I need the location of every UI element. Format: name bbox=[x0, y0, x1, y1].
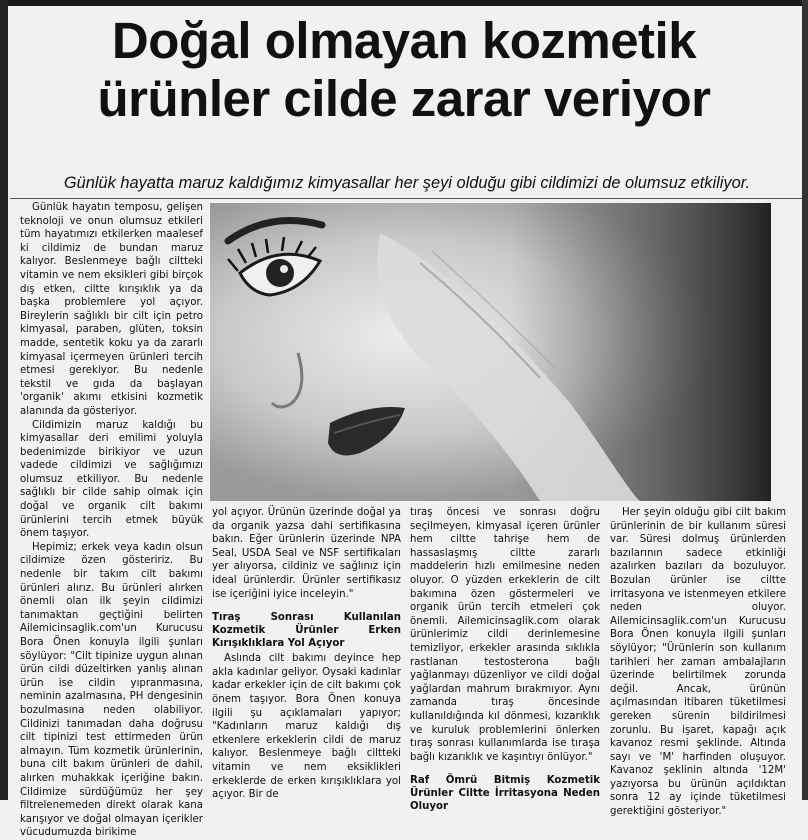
woman-face-photo bbox=[210, 203, 771, 501]
page-left-border bbox=[0, 0, 8, 800]
column-1-paragraph-3: Hepimiz; erkek veya kadın olsun cildimize özen gösteririz. Bu nedenle bir takım cilt bakımı ürünleri alırız. Bu ürünleri alırken önemli olan ilk şeyin cildimizi tanımaktan geçtiğini belirten Ailemicinsaglik.com'un Kurucusu Bora Önen konuyla ilgili şunları söylüyor: "Cilt tipinize uygun alınan ürün cildi düzeltirken yanlış alınan ürün ise cildin yıpranmasına, neminin azalmasına, PH dengesinin bozulmasına neden olabiliyor. Cildinizi tanımadan daha doğrusu cilt tipinizi test ettirmeden ürün almayın. Tüm kozmetik ürünlerinin, buna cilt bakım ürünleri de dahil, alırken muhakkak içeriğine bakın. Cildimize sürdüğümüz her şey filtrelenemeden direkt olarak kana karışıyor ve doğal olmayan içerikler vücudumuzda birikime bbox=[20, 541, 203, 839]
article-photo bbox=[210, 203, 771, 501]
headline-line-2: ürünler cilde zarar veriyor bbox=[97, 70, 711, 127]
column-1-paragraph-1: Günlük hayatın temposu, gelişen teknoloji ve onun olumsuz etkileri tüm hayatımızı etkilerken maalesef ki cildimiz de bundan maruz kalıyor. Beslenmeye bağlı ciltteki vitamin ve nem eksikleri gibi birçok dış etken, ciltte kırışıklık ya da başka problemlere yol açıyor. Bireylerin sağlıklı bir cilt için petro kimyasal, paraben, glüten, toksin madde, sentetik koku ya da zararlı kimyasal içermeyen ürünleri tercih etmesi gerekiyor. Bu nedenle tekstil ve gıda da başlayan 'organik' akımı etkisini kozmetik alanında da gösteriyor. bbox=[20, 202, 203, 417]
column-2-body: Aslında cilt bakımı deyince hep akla kadınlar geliyor. Oysaki kadınlar kadar erkekler için de cilt bakımı çok önem taşıyor. Bora Önen konuya ilgili şu açıklamaları yapıyor; "Kadınların maruz kaldığı dış etkenlere erkeklerin cildi de maruz kalıyor. Beslenmeye bağlı ciltteki vitamin ve nem eksiklikleri erkeklerde de erken kırışıklıklara yol açıyor. Bir de bbox=[212, 653, 401, 801]
divider bbox=[10, 198, 802, 199]
page-right-border bbox=[802, 0, 808, 800]
headline-line-1: Doğal olmayan kozmetik bbox=[111, 12, 697, 69]
column-1 bbox=[20, 201, 203, 840]
column-4 bbox=[610, 506, 786, 819]
column-4-body: Her şeyin olduğu gibi cilt bakım ürünlerinin de bir kullanım süresi var. Süresi dolmuş ürünlerden bazılarının sadece etkinliği azalırken bazıları da bozuluyor. Bozulan ürünler ise ciltte irritasyona ve istenmeyen etkilere neden oluyor. Ailemicinsaglik.com'un Kurucusu Bora Önen konuyla ilgili şunları söylüyor; "Ürünlerin son kullanım tarihleri her zaman ambalajların üzerinde belirtilmek zorunda değil. Ancak, ürünün açılmasından itibaren tüketilmesi gereken sürenin bildirilmesi zorunlu. Bu işaret, kapağı açık kavanoz resmi şeklinde. Altında sayı ve 'M' harfinden oluşuyor. Kavanoz şeklinin altında '12M' yazıyorsa bu ürünün açıldıktan sonra 12 ay içinde tüketilmesi gerektiğini gösteriyor." bbox=[610, 507, 786, 818]
subheading-expiry: Raf Ömrü Bitmiş Kozmetik Ürünler Ciltte İrritasyona Neden Oluyor bbox=[410, 775, 600, 813]
column-3-body: tıraş öncesi ve sonrası doğru seçilmeyen, kimyasal içeren ürünler hem ciltte tahrişe hem de hassaslaşmış ciltte zararlı maddelerin hızlı emilmesine neden oluyor. O yüzden erkeklerin de cilt bakımına özen göstermeleri ve organik ürün tercih etmeleri çok önemli. Ailemicinsaglik.com olarak ürünlerimiz cildi derinlemesine temizliyor, erkekler arasında sıklıkla rastlanan testosterona bağlı yağlanmayı düzenliyor ve cildi doğal yağlardan mahrum bırakmıyor. Aynı zamanda tıraş öncesinde kullanıldığında kıl dönmesi, kızarıklık ve kuruluk problemlerini önlerken tıraş sonrası kullanımlarda ise tıraşa bağlı kızarıklık ve kaşıntıyı önlüyor." bbox=[410, 507, 600, 763]
headline bbox=[14, 12, 794, 128]
subheadline: Günlük hayatta maruz kaldığımız kimyasallar her şeyi olduğu gibi cildimizi de olumsuz etkiliyor. bbox=[63, 174, 751, 192]
column-1-paragraph-2: Cildimizin maruz kaldığı bu kimyasallar deri emilimi yoluyla bedenimizde birikiyor ve uzun vadede cildimizi ve sağlığımızı olumsuz etkiliyor. Bu nedenle sağlıklı bir cilde sahip olmak için doğal ve organik cilt bakımı ürünlerini tercih etmek büyük önem taşıyor. bbox=[20, 419, 203, 540]
subheading-shaving: Tıraş Sonrası Kullanılan Kozmetik Ürünler Erken Kırışıklıklara Yol Açıyor bbox=[212, 612, 401, 650]
column-2-intro: yol açıyor. Ürünün üzerinde doğal ya da organik yazsa dahi sertifikasına bakın. Eğer ürünlerin üzerinde NPA Seal, USDA Seal ve NSF sertifikaları yer alıyorsa, cildiniz ve sağlınız için ideal ürünlerdir. Ürünler sertifikasız ise içeriğini iyice inceleyin." bbox=[212, 507, 401, 600]
column-2 bbox=[212, 506, 401, 802]
column-3 bbox=[410, 506, 600, 815]
page-top-border bbox=[0, 0, 808, 6]
